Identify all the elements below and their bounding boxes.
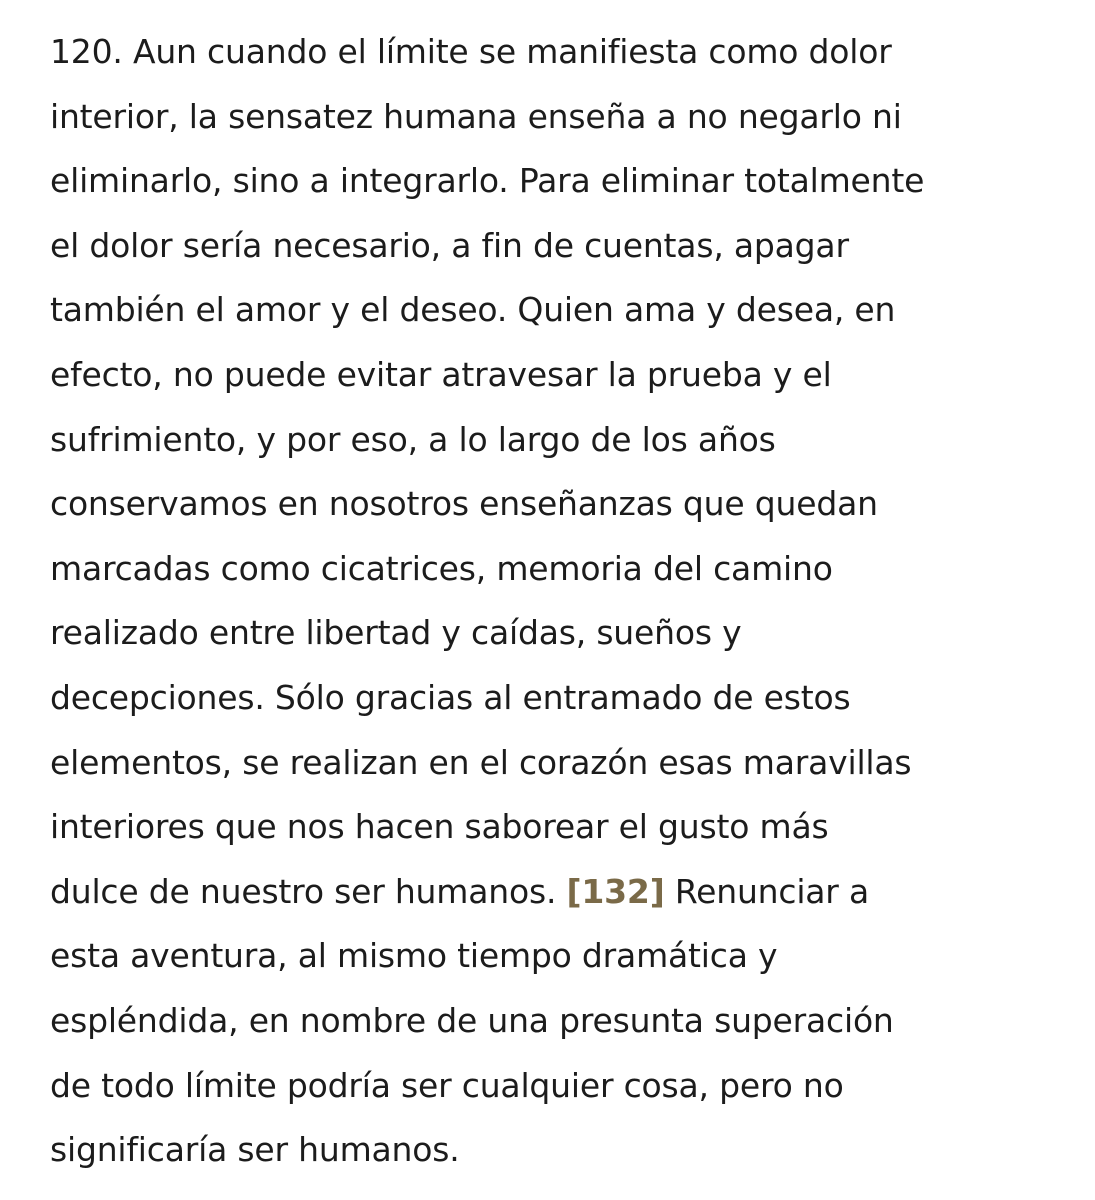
text-line-with-footnote [50, 860, 1080, 925]
text-fragment: dulce de nuestro ser humanos. [50, 871, 567, 911]
text-line: sufrimiento, y por eso, a lo largo de los años [50, 419, 776, 459]
paragraph-120 [50, 20, 1080, 1183]
text-line: 120. Aun cuando el límite se manifiesta como dolor [50, 32, 892, 71]
text-line: esta aventura, al mismo tiempo dramática y [50, 936, 778, 976]
text-line: significaría ser humanos. [50, 1130, 460, 1170]
text-line: eliminarlo, sino a integrarlo. Para eliminar totalmente [50, 161, 925, 201]
text-line: interiores que nos hacen saborear el gusto más [50, 807, 829, 847]
text-line: realizado entre libertad y caídas, sueños y [50, 613, 742, 653]
footnote-link-132[interactable]: [132] [566, 871, 665, 911]
text-line: elementos, se realizan en el corazón esas maravillas [50, 742, 912, 782]
text-line: decepciones. Sólo gracias al entramado de estos [50, 677, 851, 717]
text-line: marcadas como cicatrices, memoria del camino [50, 548, 833, 588]
text-line: espléndida, en nombre de una presunta superación [50, 1000, 894, 1040]
text-line: interior, la sensatez humana enseña a no negarlo ni [50, 96, 902, 136]
text-line: también el amor y el deseo. Quien ama y desea, en [50, 290, 896, 330]
text-fragment: Renunciar a [664, 871, 869, 911]
text-line: de todo límite podría ser cualquier cosa, pero no [50, 1065, 844, 1105]
text-line: efecto, no puede evitar atravesar la prueba y el [50, 354, 832, 394]
text-line: el dolor sería necesario, a fin de cuentas, apagar [50, 225, 849, 265]
document-page [50, 20, 1080, 1183]
text-line: conservamos en nosotros enseñanzas que quedan [50, 484, 878, 524]
